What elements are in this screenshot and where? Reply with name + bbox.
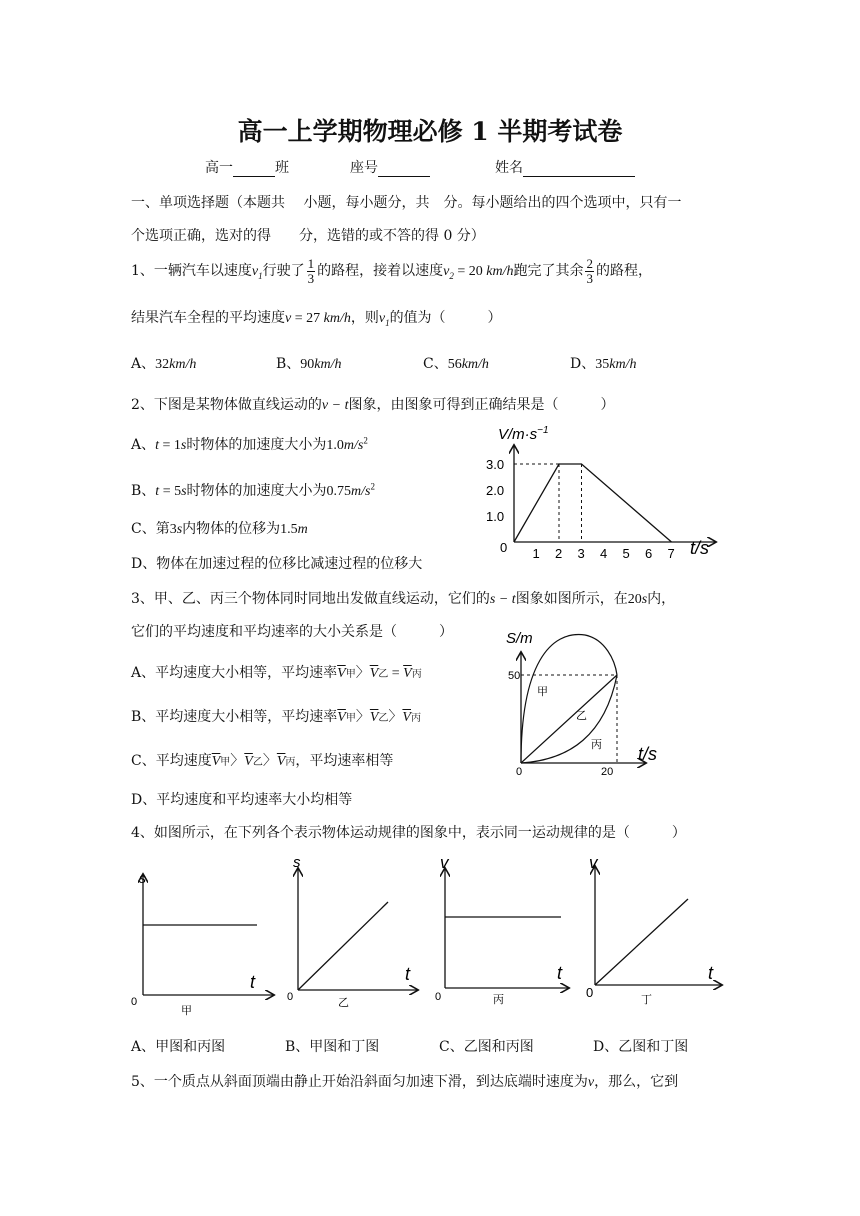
q1-frac1-den: 3	[307, 270, 315, 286]
q4-option-a[interactable]: A、甲图和丙图	[131, 1039, 226, 1055]
q2-option-d[interactable]: D、物体在加速过程的位移比减速过程的位移大	[131, 556, 423, 572]
vt-xtick-1: 1	[532, 546, 540, 561]
q3-opt-c-bing: 丙	[285, 757, 296, 768]
q3-stem-s: s	[641, 592, 648, 607]
q4-ding-line	[595, 899, 688, 985]
q3-option-c[interactable]	[131, 750, 393, 770]
name-label: 姓名	[495, 160, 523, 176]
q4-graph-jia	[131, 870, 273, 1017]
q4-stem: 4、如图所示，在下列各个表示物体运动规律的图象中，表示同一运动规律的是（ ）	[131, 825, 686, 841]
q5-stem	[131, 1071, 678, 1091]
vt-xtick-3: 3	[577, 546, 585, 561]
q2-stem-b: 图象，由图象可得到正确结果是（ ）	[348, 397, 615, 413]
q4-option-c[interactable]: C、乙图和丙图	[439, 1039, 534, 1055]
q1-option-d[interactable]	[570, 353, 636, 373]
q3-option-b[interactable]	[131, 706, 421, 726]
q4-yi-origin: 0	[287, 991, 294, 1003]
q2-opt-c-unit: m	[297, 522, 308, 537]
q4-ding-ylabel: v	[589, 855, 598, 872]
vt-xtick-5: 5	[622, 546, 630, 561]
q2-opt-c-val: 1.5	[280, 522, 298, 537]
q3-opt-b-jia: 甲	[345, 713, 356, 724]
q4-graph-bing	[435, 855, 568, 1006]
q5-sym: v	[587, 1075, 595, 1090]
vt-xtick-4: 4	[600, 546, 608, 561]
q3-opt-a-bing: 丙	[411, 669, 422, 680]
q1-option-c-value: 56	[447, 357, 462, 372]
st-origin: 0	[516, 766, 523, 778]
q1-v1: $v_1$	[251, 264, 263, 281]
q2-opt-b-exp: 2	[370, 481, 375, 492]
st-label-yi: 乙	[576, 710, 587, 722]
q1-v-sym: v	[285, 311, 292, 326]
q1-v-eq: = 27	[291, 311, 324, 326]
q3-opt-b-gt1: 〉	[355, 709, 370, 725]
q1-option-a-unit: km/h	[169, 357, 197, 372]
q1-option-a-label: A、	[131, 356, 156, 372]
q4-yi-name: 乙	[338, 997, 349, 1009]
q3-stem-a: 3、甲、乙、丙三个物体同时同地出发做直线运动，它们的	[131, 591, 490, 607]
q1-v-unit: km/h	[323, 311, 351, 326]
q3-stem-c: 内，	[647, 591, 676, 607]
q2-opt-a-var: t	[155, 438, 160, 453]
q1-v1-b: $v_1$	[378, 311, 390, 328]
q5-tail: ，那么，它到	[594, 1074, 679, 1090]
q2-opt-b-unit: m/s	[351, 484, 371, 499]
q5-stem-text: 5、一个质点从斜面顶端由静止开始沿斜面匀加速下滑，到达底端时速度为	[131, 1074, 588, 1090]
q2-opt-a-pre: A、	[131, 437, 156, 453]
q3-opt-a-v1: $\overline{V}$	[337, 666, 346, 681]
q3-opt-b-yi: 乙	[378, 713, 389, 724]
q1-option-b-value: 90	[300, 357, 315, 372]
q4-bing-ylabel: v	[440, 855, 449, 872]
seat-field	[350, 157, 430, 177]
st-xlabel: t/s	[638, 744, 658, 764]
q2-opt-a-val: 1.0	[326, 438, 344, 453]
q3-opt-c-v2: $\overline{V}$	[244, 754, 253, 769]
q1-option-b-unit: km/h	[314, 357, 342, 372]
q2-opt-c-s: s	[176, 522, 183, 537]
q3-opt-b-v2: $\overline{V}$	[369, 710, 379, 725]
q2-opt-c-pre: C、第	[131, 521, 170, 537]
q3-opt-c-jia: 甲	[220, 757, 231, 768]
q2-opt-c-num: 3	[169, 522, 177, 537]
q3-opt-c-gt1: 〉	[230, 753, 245, 769]
q3-opt-b-bing: 丙	[410, 713, 421, 724]
q3-stem-num: 20	[627, 592, 642, 607]
q3-opt-b-v1: $\overline{V}$	[337, 710, 346, 725]
q1-v2-eq: = 20	[453, 264, 487, 279]
q3-opt-a-jia: 甲	[345, 669, 356, 680]
q2-opt-c-mid: 内物体的位移为	[182, 521, 281, 537]
q1-option-d-label: D、	[570, 356, 596, 372]
q2-option-b[interactable]	[131, 480, 375, 500]
q3-opt-a-text: A、平均速度大小相等，平均速率	[131, 665, 338, 681]
q4-ding-xlabel: t	[708, 963, 714, 983]
q2-stem-a: 2、下图是某物体做直线运动的	[131, 397, 322, 413]
st-curve-jia	[521, 635, 617, 763]
q1-option-b[interactable]	[276, 353, 342, 373]
q4-yi-ylabel: s	[293, 855, 301, 871]
q4-ding-origin: 0	[586, 985, 594, 1000]
q3-opt-b-gt2: 〉	[388, 709, 403, 725]
st-y50-label: 50	[508, 670, 521, 682]
q3-opt-a-gt: 〉	[355, 665, 370, 681]
q3-opt-c-gt2: 〉	[262, 753, 277, 769]
vt-ytick-3.0: 3.0	[486, 457, 505, 472]
q1-line2	[131, 307, 502, 328]
q1-text-a: 1、一辆汽车以速度	[131, 263, 252, 279]
q4-option-b[interactable]: B、甲图和丁图	[285, 1039, 380, 1055]
class-suffix: 班	[275, 160, 289, 176]
vt-series-line	[514, 464, 672, 542]
vt-chart	[478, 418, 728, 568]
class-field	[205, 157, 289, 177]
vt-xlabel: t/s	[690, 538, 710, 558]
vt-xtick-7: 7	[667, 546, 675, 561]
section1-intro-line1: 一、单项选择题（本题共 小题，每小题分，共 分。每小题给出的四个选项中，只有一	[131, 195, 682, 211]
q4-bing-name: 丙	[493, 994, 504, 1006]
q2-opt-b-pre: B、	[131, 483, 156, 499]
st-x20-label: 20	[601, 766, 614, 778]
vt-xtick-2: 2	[555, 546, 563, 561]
q4-graphs	[125, 855, 750, 1025]
q1-option-c-label: C、	[423, 356, 448, 372]
q2-opt-a-unit: m/s	[343, 438, 364, 453]
q2-opt-a-s: s	[180, 438, 187, 453]
q1-line2-b: ，则	[350, 310, 379, 326]
q1-frac2-den: 3	[586, 270, 593, 286]
q1-text-b: 行驶了	[262, 263, 305, 279]
q1-option-c[interactable]	[423, 353, 489, 373]
st-ylabel: S/m	[506, 630, 533, 647]
q1-option-a[interactable]	[131, 353, 196, 373]
q3-opt-b-v3: $\overline{V}$	[402, 710, 411, 725]
q1-line1	[131, 254, 652, 293]
q2-opt-a-mid: 时物体的加速度大小为	[186, 437, 327, 453]
q2-opt-b-eq: = 5	[159, 484, 182, 499]
q2-stem-sym: v − t	[321, 398, 349, 413]
q4-jia-name: 甲	[181, 1005, 192, 1017]
q3-opt-c-v1: $\overline{V}$	[211, 754, 221, 769]
q4-yi-line	[298, 902, 388, 990]
q3-opt-b-text: B、平均速度大小相等，平均速率	[131, 709, 338, 725]
vt-ytick-2.0: 2.0	[486, 483, 505, 498]
q1-option-a-value: 32	[155, 357, 170, 372]
q3-opt-c-text-b: ，平均速率相等	[295, 753, 394, 769]
q4-graph-yi	[287, 855, 417, 1009]
q1-frac1-num: 1	[307, 255, 315, 271]
q3-opt-c-v3: $\overline{V}$	[276, 754, 286, 769]
st-label-jia: 甲	[537, 686, 548, 698]
q1-option-c-unit: km/h	[461, 357, 489, 372]
q3-option-a[interactable]	[131, 662, 422, 682]
q3-opt-a-eq: =	[388, 666, 404, 681]
seat-blank	[378, 162, 430, 177]
q3-opt-c-yi: 乙	[252, 757, 263, 768]
q1-text-c: 的路程，接着以速度	[317, 263, 444, 279]
q4-jia-xlabel: t	[250, 972, 256, 992]
q1-frac2	[585, 257, 594, 286]
q4-bing-origin: 0	[435, 991, 442, 1003]
q4-ding-name: 丁	[641, 994, 652, 1006]
q1-line2-c: 的值为（ ）	[389, 310, 502, 326]
q1-text-e: 的路程，	[595, 263, 652, 279]
q2-opt-a-eq: = 1	[159, 438, 181, 453]
q4-jia-ylabel: s	[139, 870, 146, 886]
q4-bing-xlabel: t	[557, 963, 563, 983]
q4-jia-origin: 0	[131, 996, 138, 1008]
q1-option-b-label: B、	[276, 356, 301, 372]
q3-opt-a-v2: $\overline{V}$	[369, 666, 379, 681]
q4-yi-xlabel: t	[405, 964, 411, 984]
q1-line2-a: 结果汽车全程的平均速度	[131, 310, 285, 326]
q2-opt-b-s: s	[181, 484, 187, 499]
name-field	[495, 157, 635, 177]
q1-frac1	[307, 257, 316, 286]
q1-frac2-num: 2	[586, 255, 593, 271]
section1-intro-line2: 个选项正确，选对的得 分，选错的或不答的得 0 分）	[131, 228, 485, 244]
q3-stem-b: 图象如图所示，在	[515, 591, 628, 607]
q2-stem	[131, 394, 614, 414]
q1-option-d-unit: km/h	[609, 357, 637, 372]
st-chart	[500, 625, 680, 780]
q3-opt-c-text-a: C、平均速度	[131, 753, 212, 769]
q3-line2: 它们的平均速度和平均速率的大小关系是（ ）	[131, 624, 453, 640]
q2-opt-b-val: 0.75	[326, 484, 352, 499]
q2-option-a[interactable]	[131, 434, 368, 454]
st-label-bing: 丙	[591, 739, 602, 751]
q3-stem	[131, 588, 675, 608]
q2-opt-a-exp: 2	[363, 435, 368, 446]
vt-ylabel: $V/m\cdot s^{-1}$	[498, 425, 549, 443]
vt-ytick-1.0: 1.0	[486, 509, 505, 524]
q2-opt-b-var: t	[155, 484, 160, 499]
name-blank	[523, 162, 635, 177]
q4-option-d[interactable]: D、乙图和丁图	[593, 1039, 689, 1055]
q3-stem-sym: s − t	[489, 592, 516, 607]
class-prefix: 高一	[205, 160, 233, 176]
vt-xtick-6: 6	[645, 546, 653, 561]
class-blank	[233, 162, 275, 177]
q3-opt-a-v3: $\overline{V}$	[403, 666, 412, 681]
q1-v2-unit: km/h	[486, 264, 514, 279]
q1-option-d-value: 35	[595, 357, 610, 372]
q1-v2: $v_2$	[443, 264, 454, 281]
page-title: 高一上学期物理必修 1 半期考试卷	[237, 117, 623, 146]
vt-origin: 0	[500, 540, 508, 555]
q2-option-c[interactable]	[131, 518, 308, 538]
q3-option-d[interactable]: D、平均速度和平均速率大小均相等	[131, 792, 353, 808]
q3-opt-a-yi: 乙	[378, 669, 389, 680]
q1-text-d: 跑完了其余	[513, 263, 584, 279]
q4-graph-ding	[586, 855, 721, 1006]
seat-label: 座号	[350, 160, 378, 176]
q2-opt-b-mid: 时物体的加速度大小为	[186, 483, 327, 499]
